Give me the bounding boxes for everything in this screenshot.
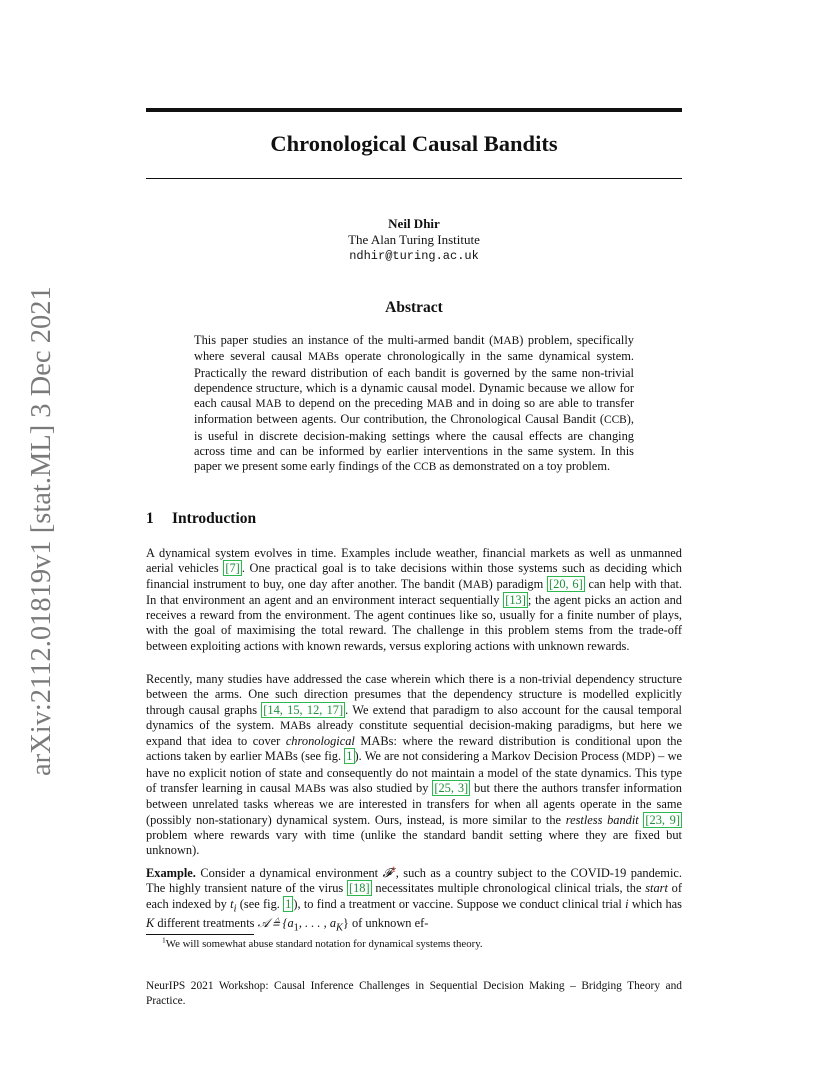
citation-link[interactable]: [7] (225, 561, 240, 576)
intro-paragraph-3: Example. Consider a dynamical environment 𝓕$^1$, such as a country subject to the COVID-19 pandemic. The highly transient nature of the virus [18] necessitates multiple chronological clinical trials, the start of each indexed by $t_i$ (see fig. 1 ), to find a treatment or vaccine. Suppose we conduct clinical trial i which has K different treatments 𝒜 ≜ {$a_1$, . . . , $a_K$} of unknown ef- (146, 864, 682, 934)
paper-title: Chronological Causal Bandits (270, 131, 558, 156)
footnote (146, 935, 682, 951)
intro-paragraph-1: A dynamical system evolves in time. Examples include weather, financial markets as well as unmanned aerial vehicles [7] . One practical goal is to take decisions within those systems such as deciding which financial instrument to buy, one day after another. The bandit (MAB) paradigm [20, 6] can help with that. In that environment an agent and an environment interact sequentially [13] ; the agent picks an action and receives a reward from the environment. The agent continues like so, usually for a finite number of plays, with the goal of maximising the total reward. The challenge in this problem stems from the trade-off between exploiting actions with known rewards, versus exploring actions with unknown rewards. (146, 546, 683, 653)
citation-link[interactable]: [23, 9] (645, 812, 680, 827)
section-heading-introduction (146, 510, 256, 528)
author-name: Neil Dhir (388, 216, 440, 231)
intro-paragraph-2: Recently, many studies have addressed the case wherein which there is a non-trivial dependency structure between the arms. One such direction presumes that the dependency structure is modelled explicitly through causal graphs [14, 15, 12, 17] . We extend that paradigm to also account for the causal temporal dynamics of the system. MABs already constitute sequential decision-making paradigms, but here we expand that idea to cover chronological MABs: where the reward distribution is conditional upon the actions taken by earlier MABs (see fig. 1 ). We are not considering a Markov Decision Process (MDP) – we have no explicit notion of state and consequently do not maintain a model of the state dynamics. This type of transfer learning in causal MABs was also studied by [25, 3] but there the authors transfer information between unrelated tasks whereas we are interested in transfers for when all agents operate in the same (possibly non-stationary) dynamical system. Ours, instead, is more similar to the restless bandit [23, 9] problem where rewards vary with time (unlike the standard bandit setting where they are fixed but unknown). (146, 672, 683, 858)
figure-ref-link[interactable]: 1 (285, 896, 292, 911)
example-label: Example. (146, 866, 196, 880)
section-number: 1 (146, 510, 154, 527)
author-affiliation: The Alan Turing Institute (348, 232, 480, 247)
citation-link[interactable]: [20, 6] (549, 576, 583, 591)
citation-link[interactable]: [14, 15, 12, 17] (263, 702, 344, 717)
title-bottom-rule (146, 178, 682, 179)
footnote-ref-link[interactable]: 1 (391, 864, 396, 874)
abstract-heading: Abstract (385, 299, 443, 316)
abstract-body: This paper studies an instance of the multi-armed bandit (MAB) problem, specifically where several causal MABs operate chronologically in the same dynamical system. Practically the reward distribution of each bandit is governed by the same non-trivial dependence structure, which is a dynamic causal model. Dynamic because we allow for each causal MAB to depend on the preceding MAB and in doing so are able to transfer information between agents. Our contribution, the Chronological Causal Bandit (CCB), is useful in discrete decision-making settings where the causal effects are changing across time and can be informed by earlier interventions in the same system. In this paper we present some early findings of the CCB as demonstrated on a toy problem. (194, 333, 634, 474)
citation-link[interactable]: [25, 3] (434, 781, 469, 796)
math-symbol: 𝓕 (382, 866, 392, 880)
section-title: Introduction (172, 510, 257, 527)
citation-link[interactable]: [18] (348, 881, 370, 896)
citation-link[interactable]: [13] (505, 592, 526, 607)
figure-ref-link[interactable]: 1 (346, 749, 353, 764)
footnote-mark: 1 (162, 935, 166, 945)
venue-note: NeurIPS 2021 Workshop: Causal Inference Challenges in Sequential Decision Making – Bridging Theory and Practice. (146, 980, 682, 1007)
author-block (146, 216, 682, 264)
footnote-text: We will somewhat abuse standard notation for dynamical systems theory. (165, 938, 483, 950)
arxiv-identifier[interactable]: arXiv:2112.01819v1 [stat.ML] 3 Dec 2021 (26, 286, 57, 776)
author-email[interactable]: ndhir@turing.ac.uk (349, 249, 479, 263)
title-top-rule (146, 108, 682, 112)
